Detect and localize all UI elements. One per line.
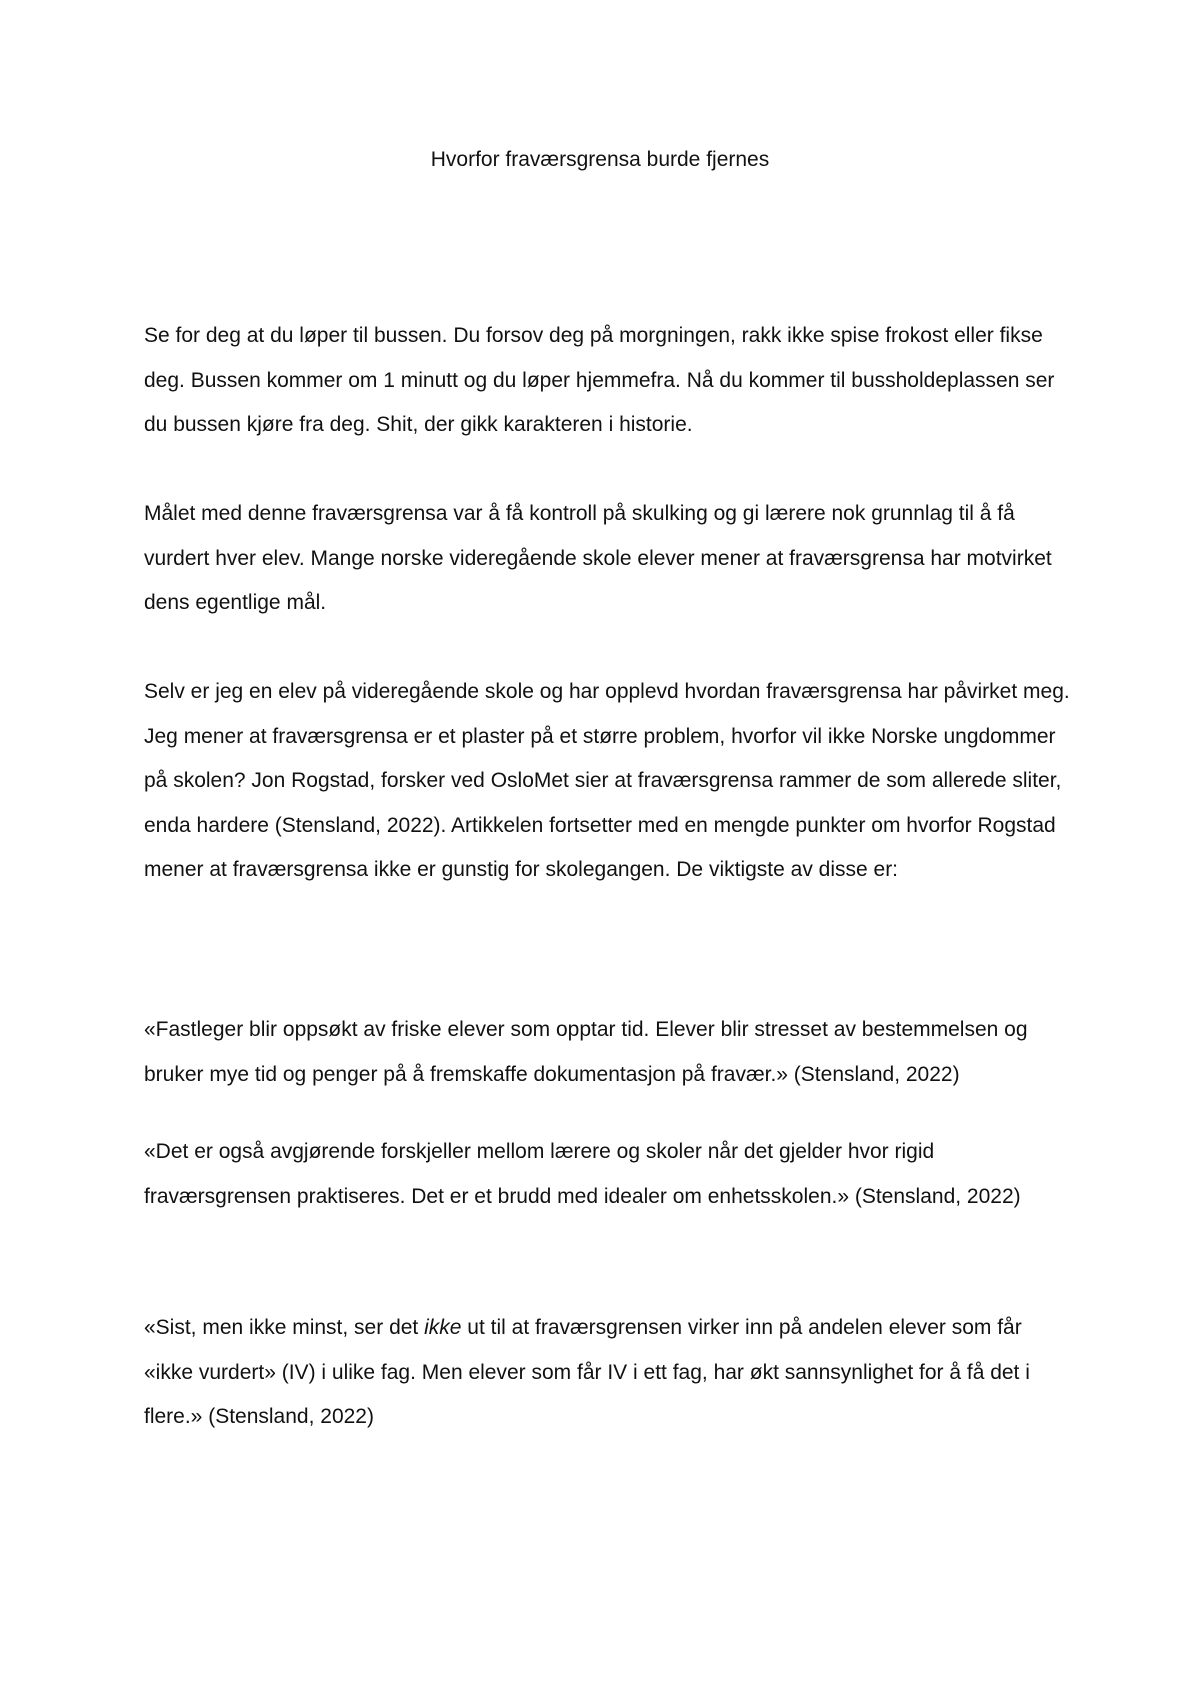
quote-ikke-vurdert-start: «Sist, men ikke minst, ser det [144,1316,425,1339]
paragraph-intro-story: Se for deg at du løper til bussen. Du forsov deg på morgningen, rakk ikke spise frokost eller fikse deg. Bussen kommer om 1 minutt og du løper hjemmefra. Nå du kommer til bussholdeplassen ser du bussen kjøre fra deg. Shit, der gikk karakteren i historie. [144,324,1055,436]
quote-forskjeller: «Det er også avgjørende forskjeller mellom lærere og skoler når det gjelder hvor rigid fraværsgrensen praktiseres. Det er et brudd med idealer om enhetsskolen.» (Stensland, 2022) [144,1140,1021,1208]
quote-ikke-vurdert [144,1306,1074,1440]
paragraph-purpose: Målet med denne fraværsgrensa var å få kontroll på skulking og gi lærere nok grunnlag til å få vurdert hver elev. Mange norske videregående skole elever mener at fraværsgrensa har motvirket dens egentlige mål. [144,502,1052,614]
quote-ikke-vurdert-end: ut til at fraværsgrensen virker inn på andelen elever som får «ikke vurdert» (IV) i ulike fag. Men elever som får IV i ett fag, har økt sannsynlighet for å få det i flere.» (Stensland, 2022) [144,1316,1030,1428]
paragraph-personal-view: Selv er jeg en elev på videregående skole og har opplevd hvordan fraværsgrensa har påvirket meg. Jeg mener at fraværsgrensa er et plaster på et større problem, hvorfor vil ikke Norske ungdommer på skolen? Jon Rogstad, forsker ved OsloMet sier at fraværsgrensa rammer de som allerede sliter, enda hardere (Stensland, 2022). Artikkelen fortsetter med en mengde punkter om hvorfor Rogstad mener at fraværsgrensa ikke er gunstig for skolegangen. De viktigste av disse er: [144,680,1070,881]
document-title: Hvorfor fraværsgrensa burde fjernes [430,148,770,171]
quote-fastleger: «Fastleger blir oppsøkt av friske elever som opptar tid. Elever blir stresset av bestemmelsen og bruker mye tid og penger på å fremskaffe dokumentasjon på fravær.» (Stensland, 2022) [144,1018,1028,1086]
quote-ikke-vurdert-emphasis: ikke [424,1316,462,1339]
